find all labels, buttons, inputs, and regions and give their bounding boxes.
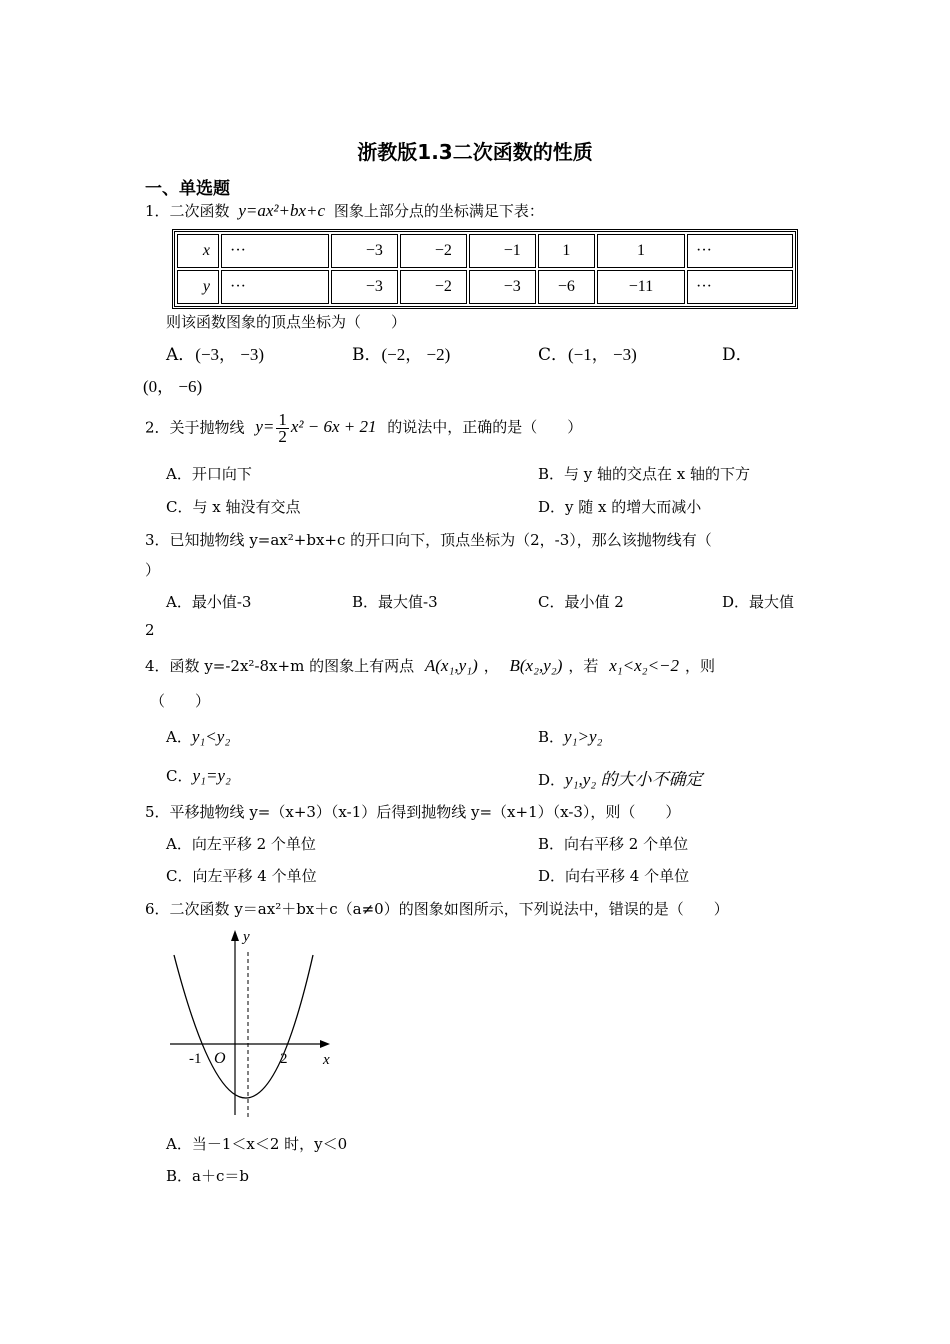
table-cell: −3 [331,234,398,268]
option-b[interactable] [538,833,688,854]
option-text: 最大值 [749,593,795,611]
option-text: 当－1＜x＜2 时，y＜0 [191,1135,348,1153]
table-cell: y [177,270,219,304]
table-cell: ··· [687,234,793,268]
table-cell: ··· [221,270,329,304]
option-text: (−1， −3) [568,345,637,364]
option-letter: A． [166,835,192,853]
table-cell: −11 [597,270,685,304]
formula: y=ax²+bx+c [238,201,326,220]
option-text: (−2， −2) [381,345,451,364]
option-text: 最大值-3 [378,593,438,611]
table-cell: −2 [400,234,467,268]
option-letter: D． [538,771,566,789]
stem-text: 二次函数 [169,202,230,220]
table-cell: −6 [538,270,595,304]
option-text: 与 y 轴的交点在 x 轴的下方 [564,465,751,483]
option-text: a＋c＝b [192,1167,249,1185]
question-number: 1． [145,202,170,220]
option-letter: B． [538,728,565,746]
option-a[interactable] [166,463,252,484]
question-number: 2． [145,418,170,437]
table-row [177,270,793,304]
table-row [177,234,793,268]
question-4-stem: 4．函数 y=-2x²-8x+m 的图象上有两点 A(x₁,y₁) ， B(x₂,y₂) ，若 x₁<x₂<−2 ，则 [145,656,716,675]
option-b[interactable] [166,1165,249,1186]
option-letter: B． [352,593,379,611]
option-text: 向右平移 2 个单位 [564,835,689,853]
option-c[interactable] [538,340,637,365]
option-c[interactable] [538,591,624,612]
option-d[interactable] [722,340,753,365]
point-a: A(x₁,y₁) [424,656,478,675]
option-text: y₁,y₂ 的大小不确定 [565,770,703,789]
option-b[interactable] [538,726,602,747]
question-4-stem-cont: （ ） [150,692,211,710]
option-a[interactable] [166,1133,347,1154]
option-text: 向左平移 2 个单位 [191,835,316,853]
option-letter: C． [538,593,565,611]
option-d[interactable] [538,496,701,517]
table-cell: ··· [221,234,329,268]
table-cell: −2 [400,270,467,304]
table-cell: −1 [469,234,536,268]
question-2-stem [145,412,582,445]
question-number: 6． [145,900,170,918]
stem-text: 的说法中，正确的是（ ） [387,418,583,437]
option-letter: C． [166,867,193,885]
option-letter: D． [538,498,566,516]
values-table [174,231,796,307]
option-d[interactable] [538,865,689,886]
option-letter: B． [166,1167,193,1185]
option-text: y₁>y₂ [564,727,603,746]
table-cell: 1 [538,234,595,268]
parabola-figure [160,925,340,1120]
question-number: 5． [145,803,170,821]
question-number: 3． [145,531,170,549]
table-cell: −3 [331,270,398,304]
option-c[interactable] [166,865,317,886]
option-letter: A． [166,728,192,746]
y-axis-label: y [243,929,250,945]
document-title: 浙教版1.3二次函数的性质 [357,140,593,164]
option-letter: A． [166,345,196,365]
stem-text: ，则 [685,657,716,675]
table-cell: x [177,234,219,268]
option-text: y₁<y₂ [191,727,231,746]
formula-part: x² − 6x + 21 [290,417,377,437]
table-cell: ··· [687,270,793,304]
option-d[interactable] [722,591,794,612]
section-heading: 一、单选题 [145,179,230,199]
option-letter: B． [538,835,565,853]
option-letter: D． [722,345,753,365]
stem-text: ，若 [568,657,599,675]
option-letter: D． [722,593,750,611]
option-text: (−3， −3) [195,345,265,364]
option-letter: B． [352,345,382,365]
option-b[interactable] [352,340,450,365]
option-b[interactable] [538,463,750,484]
option-letter: C． [538,345,569,365]
option-text: 最小值 2 [564,593,624,611]
stem-text: 图象上部分点的坐标满足下表： [333,202,544,220]
x-axis-label: x [323,1052,330,1068]
stem-text: 关于抛物线 [169,418,245,437]
option-c[interactable] [166,765,231,786]
question-6-stem [145,898,729,919]
root-right-label: 2 [280,1051,288,1067]
table-cell: −3 [469,270,536,304]
option-text: 最小值-3 [191,593,252,611]
option-d[interactable] [538,765,702,790]
option-text: 与 x 轴没有交点 [192,498,301,516]
option-text: y₁=y₂ [192,766,231,785]
option-a[interactable] [166,726,230,747]
option-letter: C． [166,498,193,516]
stem-text: 二次函数 y＝ax²＋bx＋c（a≠0）的图象如图所示，下列说法中，错误的是（ ） [169,900,729,918]
fraction [276,412,289,445]
question-5-stem [145,801,680,822]
option-a[interactable] [166,340,264,365]
question-1-stem [145,200,544,221]
question-number: 4． [145,657,170,675]
denominator: 2 [278,427,287,446]
option-c[interactable] [166,496,300,517]
table-cell: 1 [597,234,685,268]
option-letter: D． [538,867,566,885]
formula-part: y= [255,417,275,437]
question-3-stem-cont: ） [145,561,161,579]
option-d-wrap: 2 [145,621,155,639]
stem-text: 平移抛物线 y=（x+3）（x-1）后得到抛物线 y=（x+1）（x-3），则（ ） [169,803,681,821]
origin-label: O [214,1050,226,1067]
option-letter: C． [166,767,193,785]
option-letter: A． [166,465,192,483]
option-text: y 随 x 的增大而减小 [565,498,702,516]
option-d-text: (0， −6) [143,377,203,396]
option-a[interactable] [166,591,251,612]
stem-text: 已知抛物线 y=ax²+bx+c 的开口向下，顶点坐标为（2，-3），那么该抛物线有（ [169,531,712,549]
formula [255,410,377,446]
option-letter: A． [166,1135,192,1153]
root-left-label: -1 [189,1051,202,1067]
option-text: 开口向下 [191,465,252,483]
stem-text: 函数 y=-2x²-8x+m 的图象上有两点 [169,657,415,675]
option-letter: B． [538,465,565,483]
option-a[interactable] [166,833,316,854]
option-b[interactable] [352,591,438,612]
option-text: 向左平移 4 个单位 [192,867,317,885]
condition: x₁<x₂<−2 [609,656,680,675]
parabola-graph [160,925,340,1120]
question-3-stem [145,529,712,550]
option-letter: A． [166,593,192,611]
point-b: B(x₂,y₂) [509,656,563,675]
option-text: 向右平移 4 个单位 [565,867,690,885]
question-1-follow: 则该函数图象的顶点坐标为（ ） [166,313,407,331]
numerator: 1 [278,410,287,429]
